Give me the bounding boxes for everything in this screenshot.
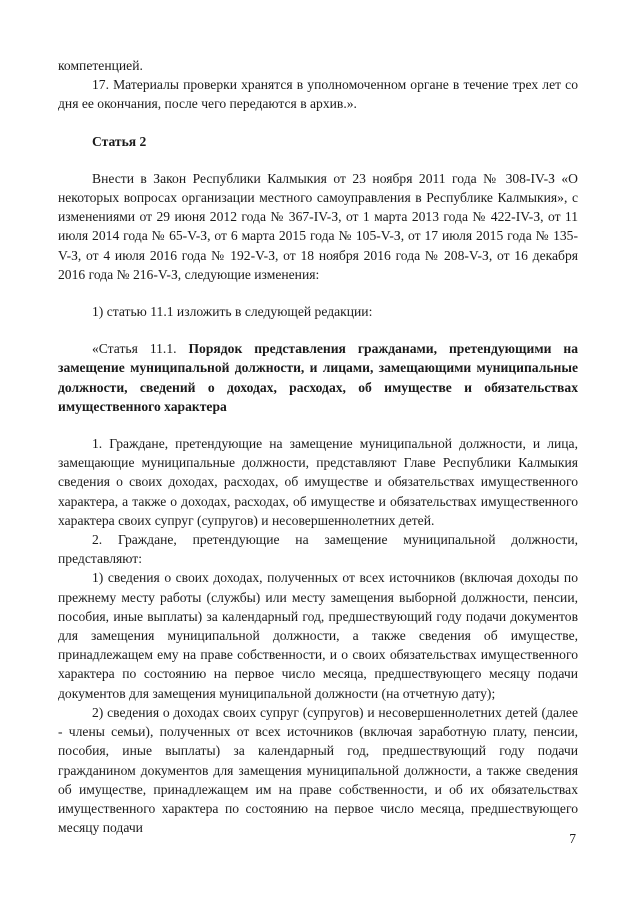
paragraph-point-2: 2. Граждане, претендующие на замещение муниципальной должности, представляют: [58, 532, 578, 567]
paragraph-point-2-2: 2) сведения о доходах своих супруг (супругов) и несовершеннолетних детей (далее - члены семьи), полученных от всех источников (включая заработную плату, пенсии, пособия, иные выплаты) за календарный год, предшествующий году подачи гражданином документов для замещения муниципальной должности, а также сведения об имуществе, принадлежащем им на праве собственности, и об их обязательствах имущественного характера по состоянию на первое число месяца, предшествующего месяцу подачи [58, 704, 578, 836]
article-2-heading: Статья 2 [92, 133, 147, 149]
article-11-1-title: Порядок представления гражданами, претендующими на замещение муниципальной должности, и лицами, замещающими муниципальные должности, сведений о доходах, расходах, об имуществе и обязательствах имущественного характера [58, 341, 578, 414]
document-body [58, 56, 578, 837]
paragraph-point-1: 1. Граждане, претендующие на замещение муниципальной должности, и лица, замещающие муниципальные должности, представляют Главе Республики Калмыкия сведения о своих доходах, расходах, об имуществе и обязательствах имущественного характера, а также о доходах, расходах, об имуществе и обязательствах имущественного характера своих супруг (супругов) и несовершеннолетних детей. [58, 436, 578, 528]
page-number: 7 [569, 831, 576, 846]
paragraph-17: 17. Материалы проверки хранятся в уполномоченном органе в течение трех лет со дня ее окончания, после чего передаются в архив.». [58, 77, 578, 112]
article-11-1-heading [58, 339, 578, 416]
paragraph-competence: компетенцией. [58, 58, 143, 73]
paragraph-point-2-1: 1) сведения о своих доходах, полученных от всех источников (включая доходы по прежнему месту работы (службы) или месту замещения выборной должности, пенсии, пособия, иные выплаты) за календарный год, предшествующий году подачи документов для замещения муниципальной должности, а также сведения об имуществе, принадлежащем ему на праве собственности, и о своих обязательствах имущественного характера по состоянию на первое число месяца, предшествующего месяцу подачи документов для замещения муниципальной должности (на отчетную дату); [58, 570, 578, 701]
paragraph-item-1: 1) статью 11.1 изложить в следующей редакции: [92, 304, 373, 320]
article-11-1-prefix: «Статья 11.1. [92, 341, 189, 357]
paragraph-amendments: Внести в Закон Республики Калмыкия от 23 ноября 2011 года № 308-IV-З «О некоторых вопросах организации местного самоуправления в Республике Калмыкия», с изменениями от 29 июня 2012 года № 367-IV-З, от 1 марта 2013 года № 422-IV-З, от 11 июля 2014 года № 65-V-З, от 6 марта 2015 года № 105-V-З, от 17 июля 2015 года № 135-V-З, от 4 июля 2016 года № 192-V-З, от 18 ноября 2016 года № 208-V-З, от 16 декабря 2016 года № 216-V-З, следующие изменения: [58, 170, 578, 282]
